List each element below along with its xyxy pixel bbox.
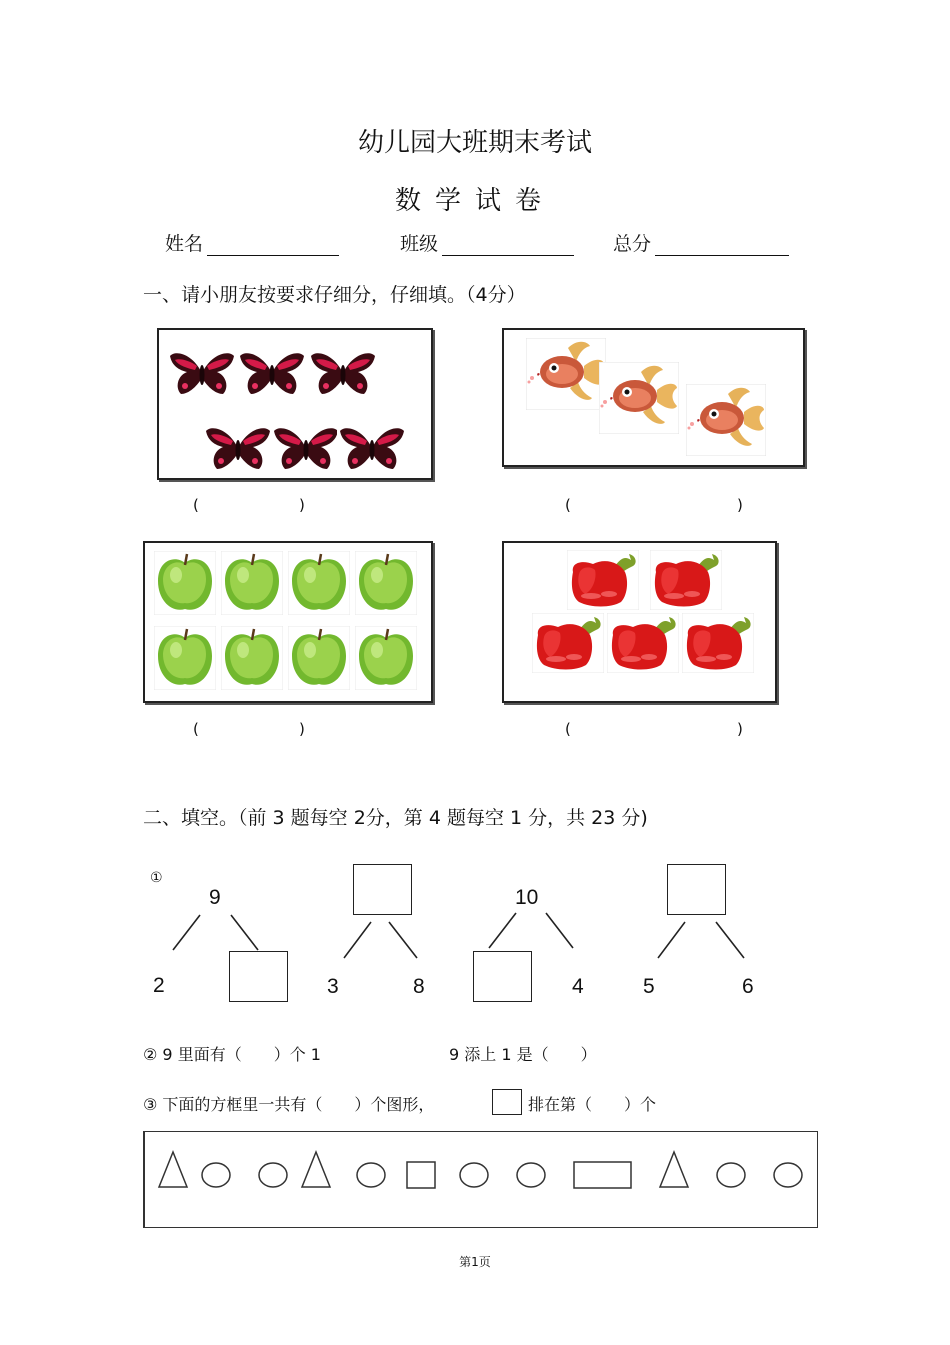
q1-marker: ① bbox=[150, 870, 163, 886]
exam-subtitle: 数学试卷 bbox=[394, 186, 555, 216]
q3-part-a: ③ 下面的方框里一共有（ ）个图形， bbox=[143, 1095, 435, 1114]
bond2-right: 8 bbox=[413, 975, 425, 998]
fish-2 bbox=[599, 362, 679, 434]
bond4-top-blank[interactable] bbox=[667, 864, 726, 915]
shape-frame bbox=[143, 1131, 818, 1228]
apple-answer-open: ( bbox=[193, 720, 199, 738]
bond4-left: 5 bbox=[643, 975, 655, 998]
name-label: 姓名 bbox=[165, 233, 204, 255]
apple-7 bbox=[288, 626, 350, 690]
butterfly-6 bbox=[337, 423, 407, 473]
apple-5 bbox=[154, 626, 216, 690]
bond3-left-blank[interactable] bbox=[473, 951, 532, 1002]
apple-group bbox=[154, 551, 417, 690]
pepper-3 bbox=[532, 613, 604, 673]
butterfly-group bbox=[167, 348, 407, 473]
section2-heading: 二、填空。（前 3 题每空 2分，第 4 题每空 1 分，共 23 分) bbox=[143, 807, 648, 829]
bond1-right-blank[interactable] bbox=[229, 951, 288, 1002]
pepper-answer-open: ( bbox=[565, 720, 571, 738]
bond3-right: 4 bbox=[572, 975, 584, 998]
page-number: 第1页 bbox=[459, 1255, 491, 1269]
fish-1 bbox=[526, 338, 606, 410]
pepper-2 bbox=[650, 550, 722, 610]
butterfly-5 bbox=[271, 423, 341, 473]
butterfly-1 bbox=[167, 348, 237, 398]
apple-1 bbox=[154, 551, 216, 615]
pepper-answer-close: ) bbox=[737, 720, 743, 738]
class-label: 班级 bbox=[400, 233, 439, 255]
q3-part-b: 排在第（ ）个 bbox=[528, 1095, 657, 1114]
section1-heading: 一、请小朋友按要求仔细分，仔细填。（4分） bbox=[143, 284, 526, 306]
fish-3 bbox=[686, 384, 766, 456]
score-label: 总分 bbox=[613, 233, 652, 255]
fish-answer-open: ( bbox=[565, 496, 571, 514]
pepper-group bbox=[532, 550, 754, 673]
apple-4 bbox=[355, 551, 417, 615]
butterfly-4 bbox=[203, 423, 273, 473]
fish-group bbox=[526, 338, 766, 456]
apple-8 bbox=[355, 626, 417, 690]
apple-2 bbox=[221, 551, 283, 615]
q2-part-a: ② 9 里面有（ ）个 1 bbox=[143, 1045, 321, 1064]
apple-3 bbox=[288, 551, 350, 615]
pepper-5 bbox=[682, 613, 754, 673]
exam-title: 幼儿园大班期末考试 bbox=[357, 128, 592, 158]
pepper-4 bbox=[607, 613, 679, 673]
q3-square-icon bbox=[492, 1089, 522, 1115]
butterfly-2 bbox=[237, 348, 307, 398]
butterfly-3 bbox=[308, 348, 378, 398]
bond4-right: 6 bbox=[742, 975, 754, 998]
bond1-left: 2 bbox=[153, 974, 165, 997]
bond3-top: 10 bbox=[515, 886, 539, 909]
apple-6 bbox=[221, 626, 283, 690]
butterfly-answer-open: ( bbox=[193, 496, 199, 514]
bond1-top: 9 bbox=[209, 886, 221, 909]
bond2-top-blank[interactable] bbox=[353, 864, 412, 915]
q2-part-b: 9 添上 1 是（ ） bbox=[449, 1045, 597, 1064]
fish-answer-close: ) bbox=[737, 496, 743, 514]
bond2-left: 3 bbox=[327, 975, 339, 998]
pepper-1 bbox=[567, 550, 639, 610]
apple-answer-close: ) bbox=[299, 720, 305, 738]
butterfly-answer-close: ) bbox=[299, 496, 305, 514]
